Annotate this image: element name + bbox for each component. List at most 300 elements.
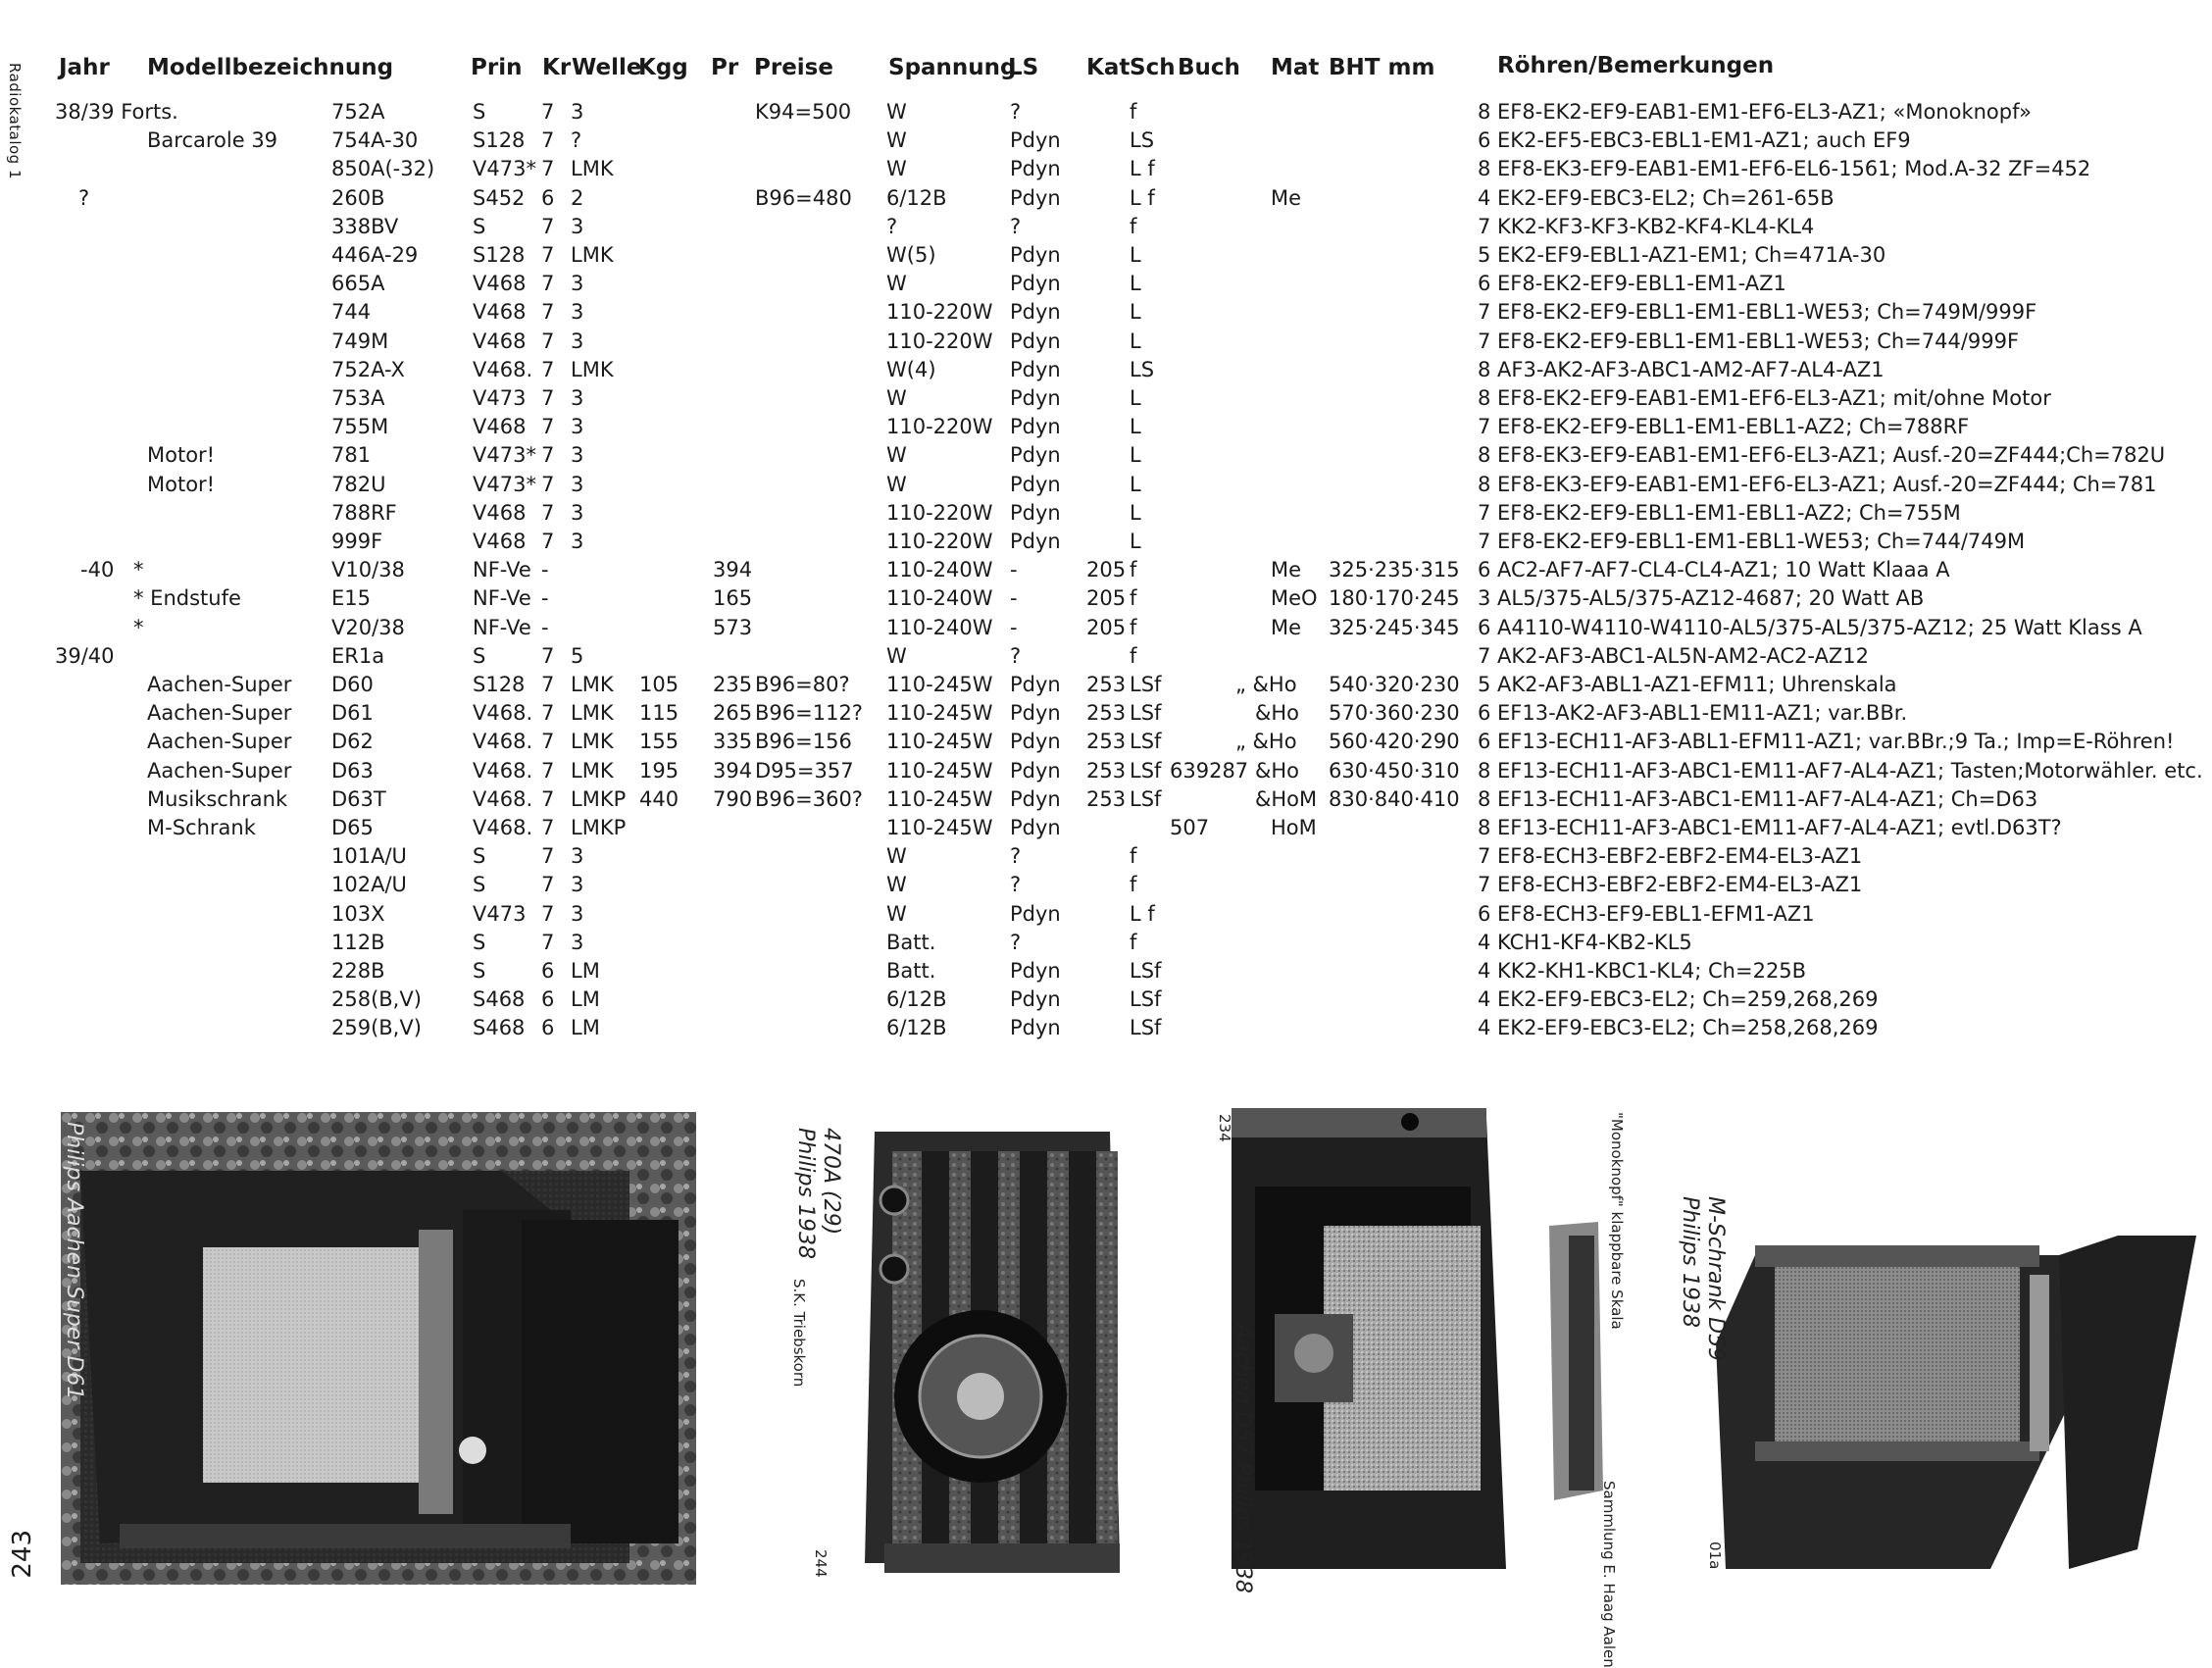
cell-welle: 3 [571, 873, 584, 897]
cell-prin: S468 [473, 987, 526, 1012]
cell-ls: Pdyn [1010, 1016, 1061, 1040]
table-row [0, 298, 2212, 327]
cell-mat: Me [1271, 185, 1302, 210]
cell-welle: LMK [571, 701, 614, 726]
cell-prin: S128 [473, 673, 526, 696]
cell-welle: 3 [571, 472, 584, 496]
cell-model: 228B [331, 959, 385, 983]
cell-welle: LMK [571, 357, 614, 381]
cell-model: 103X [331, 901, 385, 926]
table-row [0, 98, 2212, 126]
cell-name: Aachen-Super [147, 758, 292, 783]
cell-ls: Pdyn [1010, 272, 1061, 296]
cell-sch: L [1130, 386, 1141, 410]
cell-welle: LMK [571, 157, 614, 181]
photo-3-number: 234 [1216, 1114, 1233, 1142]
cell-prin: S468 [473, 1016, 526, 1040]
cell-model: V10/38 [331, 558, 405, 582]
photo-m-schrank-d59 [1678, 1196, 2206, 1589]
cell-ls: Pdyn [1010, 786, 1061, 811]
cell-sch: LSf [1130, 730, 1162, 754]
table-row [0, 699, 2212, 728]
table-row [0, 184, 2212, 213]
cell-name: Musikschrank [147, 786, 288, 811]
cell-welle: 2 [571, 185, 584, 210]
cell-welle: 3 [571, 901, 584, 926]
header-jahr: Jahr [59, 55, 110, 80]
cell-welle: LM [571, 1016, 600, 1040]
cell-ls: Pdyn [1010, 157, 1061, 181]
cell-prin: S128 [473, 243, 526, 267]
cell-pr: 394 [713, 558, 753, 582]
cell-prin: V468 [473, 329, 527, 353]
cell-kr: - [541, 615, 549, 639]
cell-name: Aachen-Super [147, 673, 292, 696]
cell-spannung: 110-240W [886, 558, 993, 582]
cell-welle: 3 [571, 214, 584, 238]
cell-mat: &HoM [1255, 786, 1318, 811]
cell-sch: LSf [1130, 673, 1162, 696]
cell-prin: S452 [473, 185, 526, 210]
cell-spannung: W [886, 844, 907, 869]
cell-roehren: 8 EF13-ECH11-AF3-ABC1-EM11-AF7-AL4-AZ1; evtl.D63T? [1478, 816, 2062, 839]
cell-spannung: W [886, 873, 907, 897]
cell-prin: S [473, 873, 486, 897]
cell-roehren: 4 EK2-EF9-EBC3-EL2; Ch=259,268,269 [1478, 987, 1879, 1012]
cell-welle: ? [571, 128, 582, 153]
cell-pr: 165 [713, 586, 753, 611]
photo-2-caption: 470A (29) [819, 1128, 843, 1236]
cell-sch: L f [1130, 157, 1155, 181]
cell-model: 749M [331, 329, 389, 353]
cell-spannung: W [886, 443, 907, 468]
cell-roehren: 7 EF8-EK2-EF9-EBL1-EM1-EBL1-AZ2; Ch=788RF [1478, 415, 1970, 439]
cell-ls: ? [1010, 214, 1022, 238]
cell-kr: - [541, 558, 549, 582]
cell-spannung: W [886, 472, 907, 496]
cell-kr: 7 [541, 128, 555, 153]
cell-sch: L [1130, 530, 1141, 553]
cell-spannung: 110-220W [886, 329, 993, 353]
cell-kr: 6 [541, 185, 555, 210]
cell-bht: 830·840·410 [1329, 786, 1460, 811]
header-welle: Welle [572, 55, 642, 80]
cell-sch: LSf [1130, 959, 1162, 983]
cell-roehren: 4 KCH1-KF4-KB2-KL5 [1478, 930, 1692, 954]
table-row [0, 356, 2212, 384]
cell-buch: 507 [1170, 816, 1210, 839]
cell-model: 338BV [331, 214, 399, 238]
cell-name: Barcarole 39 [147, 128, 278, 153]
photo-4-number: 01a [1706, 1542, 1724, 1570]
cell-model: D62 [331, 730, 374, 754]
cell-roehren: 6 EF8-ECH3-EF9-EBL1-EFM1-AZ1 [1478, 901, 1815, 926]
cell-buch: 639287 [1170, 758, 1249, 783]
cell-spannung: 6/12B [886, 185, 947, 210]
cell-bht: 325·245·345 [1329, 615, 1460, 639]
cell-kr: 7 [541, 844, 555, 869]
cell-ls: - [1010, 558, 1018, 582]
cell-ls: Pdyn [1010, 300, 1061, 325]
cell-kr: 7 [541, 357, 555, 381]
photo-3-caption: Aachen D57 Philips 1938 [1231, 1324, 1255, 1593]
cell-prin: V473 [473, 901, 527, 926]
cell-model: 753A [331, 386, 385, 410]
radio-photo-1 [61, 1112, 696, 1585]
cell-pr: 235 [713, 673, 753, 696]
cell-kr: 7 [541, 701, 555, 726]
cell-spannung: W [886, 901, 907, 926]
cell-spannung: W [886, 157, 907, 181]
table-row [0, 471, 2212, 499]
side-label: Radiokatalog 1 [6, 63, 24, 180]
cell-pr: 394 [713, 758, 753, 783]
cell-kr: 7 [541, 386, 555, 410]
cell-prin: NF-Ve [473, 615, 531, 639]
photo-3-note: "Monoknopf" klappbare Skala [1608, 1112, 1626, 1330]
cell-spannung: 110-245W [886, 730, 993, 754]
cell-roehren: 7 EF8-ECH3-EBF2-EBF2-EM4-EL3-AZ1 [1478, 844, 1863, 869]
cell-model: 258(B,V) [331, 987, 422, 1012]
cell-mat: &Ho [1255, 701, 1300, 726]
cell-spannung: W(4) [886, 357, 936, 381]
cell-kr: 7 [541, 758, 555, 783]
table-row [0, 957, 2212, 986]
table-row [0, 642, 2212, 671]
cell-roehren: 4 EK2-EF9-EBC3-EL2; Ch=261-65B [1478, 185, 1835, 210]
cell-kgg: 195 [639, 758, 679, 783]
cell-welle: 3 [571, 415, 584, 439]
radio-photo-3 [1216, 1108, 1628, 1589]
cell-roehren: 6 EF8-EK2-EF9-EBL1-EM1-AZ1 [1478, 272, 1786, 296]
cell-model: 101A/U [331, 844, 407, 869]
cell-sch: f [1130, 615, 1137, 639]
cell-ls: ? [1010, 930, 1022, 954]
header-sch: Sch [1130, 55, 1176, 80]
cell-model: 782U [331, 472, 386, 496]
header-spannung: Spannung [888, 55, 1017, 80]
cell-model: 665A [331, 272, 385, 296]
cell-roehren: 7 EF8-EK2-EF9-EBL1-EM1-EBL1-WE53; Ch=744/999F [1478, 329, 2020, 353]
cell-model: 850A(-32) [331, 157, 435, 181]
cell-kr: 6 [541, 987, 555, 1012]
cell-kr: 7 [541, 272, 555, 296]
radio-photo-2 [804, 1112, 1137, 1585]
cell-mat: „ &Ho [1235, 673, 1297, 696]
cell-ls: Pdyn [1010, 530, 1061, 553]
cell-ls: Pdyn [1010, 673, 1061, 696]
cell-model: ER1a [331, 643, 385, 668]
cell-spannung: Batt. [886, 930, 936, 954]
cell-sch: f [1130, 100, 1137, 124]
cell-roehren: 7 AK2-AF3-ABC1-AL5N-AM2-AC2-AZ12 [1478, 643, 1869, 668]
cell-kr: 7 [541, 415, 555, 439]
cell-bht: 325·235·315 [1329, 558, 1460, 582]
cell-spannung: W [886, 643, 907, 668]
cell-kat: 253 [1086, 701, 1127, 726]
cell-name: * Endstufe [133, 586, 241, 611]
cell-sch: L [1130, 272, 1141, 296]
cell-model: 259(B,V) [331, 1016, 422, 1040]
cell-model: 752A-X [331, 357, 405, 381]
cell-kat: 205 [1086, 558, 1127, 582]
cell-sch: LS [1130, 357, 1155, 381]
photo-3-credit: Sammlung E. Haag Aalen [1600, 1481, 1618, 1668]
cell-kat: 253 [1086, 673, 1127, 696]
cell-spannung: W [886, 272, 907, 296]
cell-ls: Pdyn [1010, 901, 1061, 926]
cell-ls: Pdyn [1010, 758, 1061, 783]
cell-model: 999F [331, 530, 383, 553]
cell-jahr: 39/40 [55, 643, 115, 668]
cell-sch: f [1130, 558, 1137, 582]
cell-model: D65 [331, 816, 374, 839]
table-row [0, 842, 2212, 871]
cell-jahr: ? [78, 185, 90, 210]
cell-roehren: 5 AK2-AF3-ABL1-AZ1-EFM11; Uhrenskala [1478, 673, 1897, 696]
cell-prin: S128 [473, 128, 526, 153]
cell-ls: Pdyn [1010, 500, 1061, 525]
cell-kat: 253 [1086, 786, 1127, 811]
cell-prin: V468. [473, 758, 533, 783]
cell-prin: V473* [473, 472, 536, 496]
cell-name: Motor! [147, 472, 216, 496]
header-roehren: Röhren/Bemerkungen [1497, 53, 1775, 78]
cell-prin: V473* [473, 443, 536, 468]
header-kr: Kr [542, 55, 572, 80]
cell-jahr: 38/39 Forts. [55, 100, 178, 124]
cell-roehren: 6 EF13-AK2-AF3-ABL1-EM11-AZ1; var.BBr. [1478, 701, 1908, 726]
header-preise: Preise [754, 55, 833, 80]
cell-kat: 205 [1086, 586, 1127, 611]
cell-kr: 7 [541, 500, 555, 525]
cell-pr: 265 [713, 701, 753, 726]
cell-model: 112B [331, 930, 385, 954]
table-row [0, 1014, 2212, 1042]
cell-welle: 3 [571, 386, 584, 410]
cell-sch: LS [1130, 128, 1155, 153]
cell-bht: 560·420·290 [1329, 730, 1460, 754]
cell-spannung: 110-245W [886, 701, 993, 726]
cell-name: * [133, 615, 144, 639]
cell-model: E15 [331, 586, 371, 611]
cell-kat: 253 [1086, 758, 1127, 783]
cell-prin: NF-Ve [473, 586, 531, 611]
cell-welle: LMKP [571, 816, 627, 839]
cell-ls: ? [1010, 873, 1022, 897]
cell-ls: Pdyn [1010, 472, 1061, 496]
cell-welle: 3 [571, 530, 584, 553]
table-row [0, 384, 2212, 413]
cell-spannung: 110-245W [886, 673, 993, 696]
cell-ls: - [1010, 586, 1018, 611]
cell-name: M-Schrank [147, 816, 256, 839]
cell-spannung: 110-220W [886, 300, 993, 325]
cell-mat: &Ho [1255, 758, 1300, 783]
cell-sch: L [1130, 500, 1141, 525]
cell-prin: V468. [473, 357, 533, 381]
cell-sch: L [1130, 415, 1141, 439]
cell-preise: B96=480 [755, 185, 852, 210]
cell-preise: K94=500 [755, 100, 852, 124]
cell-ls: Pdyn [1010, 415, 1061, 439]
cell-kgg: 440 [639, 786, 679, 811]
cell-prin: V473* [473, 157, 536, 181]
cell-welle: 3 [571, 844, 584, 869]
cell-kr: 7 [541, 816, 555, 839]
cell-roehren: 6 EK2-EF5-EBC3-EBL1-EM1-AZ1; auch EF9 [1478, 128, 1911, 153]
cell-pr: 573 [713, 615, 753, 639]
cell-roehren: 7 EF8-ECH3-EBF2-EBF2-EM4-EL3-AZ1 [1478, 873, 1863, 897]
photo-470a [790, 1112, 1137, 1585]
cell-welle: LMK [571, 758, 614, 783]
cell-kgg: 105 [639, 673, 679, 696]
cell-sch: L [1130, 243, 1141, 267]
cell-ls: Pdyn [1010, 357, 1061, 381]
photo-aachen-super [61, 1112, 696, 1585]
cell-prin: V468 [473, 415, 527, 439]
cell-spannung: 110-245W [886, 786, 993, 811]
cell-roehren: 8 EF13-ECH11-AF3-ABC1-EM11-AF7-AL4-AZ1; Tasten;Motorwähler. etc. [1478, 758, 2203, 783]
cell-roehren: 8 AF3-AK2-AF3-ABC1-AM2-AF7-AL4-AZ1 [1478, 357, 1885, 381]
header-modell: Modellbezeichnung [147, 55, 394, 80]
cell-sch: f [1130, 586, 1137, 611]
cell-bht: 540·320·230 [1329, 673, 1460, 696]
cell-prin: S [473, 643, 486, 668]
cell-kr: 6 [541, 1016, 555, 1040]
photo-4-caption-year: Philips 1938 [1678, 1196, 1702, 1328]
cell-pr: 790 [713, 786, 753, 811]
cell-model: 260B [331, 185, 385, 210]
cell-kr: 7 [541, 243, 555, 267]
cell-prin: V468. [473, 730, 533, 754]
cell-mat: „ &Ho [1235, 730, 1297, 754]
cell-mat: Me [1271, 615, 1302, 639]
cell-roehren: 7 KK2-KF3-KF3-KB2-KF4-KL4-KL4 [1478, 214, 1815, 238]
cell-spannung: 110-220W [886, 500, 993, 525]
cell-welle: LMK [571, 243, 614, 267]
cell-sch: LSf [1130, 786, 1162, 811]
cell-name: Motor! [147, 443, 216, 468]
cell-sch: LSf [1130, 758, 1162, 783]
cell-roehren: 7 EF8-EK2-EF9-EBL1-EM1-EBL1-WE53; Ch=744/749M [1478, 530, 2026, 553]
cell-bht: 570·360·230 [1329, 701, 1460, 726]
cell-preise: B96=360? [755, 786, 863, 811]
cell-prin: V468 [473, 500, 527, 525]
cell-roehren: 8 EF8-EK3-EF9-EAB1-EM1-EF6-EL3-AZ1; Ausf.-20=ZF444; Ch=781 [1478, 472, 2157, 496]
cell-pr: 335 [713, 730, 753, 754]
table-row [0, 241, 2212, 270]
cell-model: 755M [331, 415, 389, 439]
cell-model: V20/38 [331, 615, 405, 639]
cell-spannung: 6/12B [886, 987, 947, 1012]
cell-roehren: 8 EF8-EK3-EF9-EAB1-EM1-EF6-EL6-1561; Mod.A-32 ZF=452 [1478, 157, 2091, 181]
cell-prin: V468 [473, 530, 527, 553]
cell-prin: V473 [473, 386, 527, 410]
cell-spannung: 6/12B [886, 1016, 947, 1040]
table-row [0, 929, 2212, 957]
header-ls: LS [1008, 55, 1039, 80]
cell-kr: 7 [541, 443, 555, 468]
table-row [0, 499, 2212, 528]
cell-kgg: 115 [639, 701, 679, 726]
table-row [0, 328, 2212, 356]
header-kgg: Kgg [638, 55, 688, 80]
cell-ls: ? [1010, 643, 1022, 668]
cell-name: * [133, 558, 144, 582]
cell-sch: L [1130, 472, 1141, 496]
header-pr: Pr [711, 55, 739, 80]
cell-sch: LSf [1130, 701, 1162, 726]
cell-preise: B96=156 [755, 730, 852, 754]
cell-ls: Pdyn [1010, 443, 1061, 468]
cell-welle: 3 [571, 300, 584, 325]
cell-preise: B96=80? [755, 673, 850, 696]
cell-model: 781 [331, 443, 372, 468]
cell-prin: NF-Ve [473, 558, 531, 582]
cell-welle: LM [571, 987, 600, 1012]
cell-sch: LSf [1130, 1016, 1162, 1040]
cell-ls: Pdyn [1010, 730, 1061, 754]
cell-spannung: 110-220W [886, 415, 993, 439]
cell-prin: S [473, 100, 486, 124]
cell-spannung: 110-240W [886, 615, 993, 639]
cell-kr: 7 [541, 786, 555, 811]
cell-kr: 7 [541, 730, 555, 754]
photo-2-number: 244 [812, 1549, 830, 1578]
cell-welle: 3 [571, 930, 584, 954]
cell-kr: 7 [541, 530, 555, 553]
cell-name: Aachen-Super [147, 730, 292, 754]
cell-kgg: 155 [639, 730, 679, 754]
cell-kr: 7 [541, 930, 555, 954]
cell-roehren: 5 EK2-EF9-EBL1-AZ1-EM1; Ch=471A-30 [1478, 243, 1886, 267]
cell-model: D63 [331, 758, 374, 783]
cell-kr: - [541, 586, 549, 611]
cell-kat: 253 [1086, 730, 1127, 754]
cell-spannung: W [886, 100, 907, 124]
cell-welle: 3 [571, 100, 584, 124]
cell-sch: f [1130, 214, 1137, 238]
table-row [0, 413, 2212, 441]
cell-kr: 7 [541, 300, 555, 325]
cell-ls: ? [1010, 100, 1022, 124]
cell-preise: B96=112? [755, 701, 863, 726]
photo-2-caption-year: Philips 1938 [793, 1128, 818, 1259]
cell-preise: D95=357 [755, 758, 854, 783]
cell-kr: 7 [541, 157, 555, 181]
cell-prin: V468. [473, 786, 533, 811]
cell-roehren: 4 KK2-KH1-KBC1-KL4; Ch=225B [1478, 959, 1807, 983]
table-row [0, 986, 2212, 1014]
table-row [0, 757, 2212, 785]
cell-ls: Pdyn [1010, 386, 1061, 410]
cell-kr: 7 [541, 673, 555, 696]
cell-spannung: Batt. [886, 959, 936, 983]
table-row [0, 556, 2212, 584]
table-row [0, 814, 2212, 842]
cell-model: 754A-30 [331, 128, 419, 153]
cell-roehren: 8 EF8-EK2-EF9-EAB1-EM1-EF6-EL3-AZ1; mit/ohne Motor [1478, 386, 2051, 410]
cell-roehren: 6 A4110-W4110-W4110-AL5/375-AL5/375-AZ12; 25 Watt Klass A [1478, 615, 2142, 639]
cell-model: D61 [331, 701, 374, 726]
cell-spannung: 110-245W [886, 758, 993, 783]
table-row [0, 270, 2212, 298]
cell-ls: Pdyn [1010, 243, 1061, 267]
cell-model: D63T [331, 786, 386, 811]
table-row [0, 900, 2212, 929]
cell-ls: Pdyn [1010, 816, 1061, 839]
